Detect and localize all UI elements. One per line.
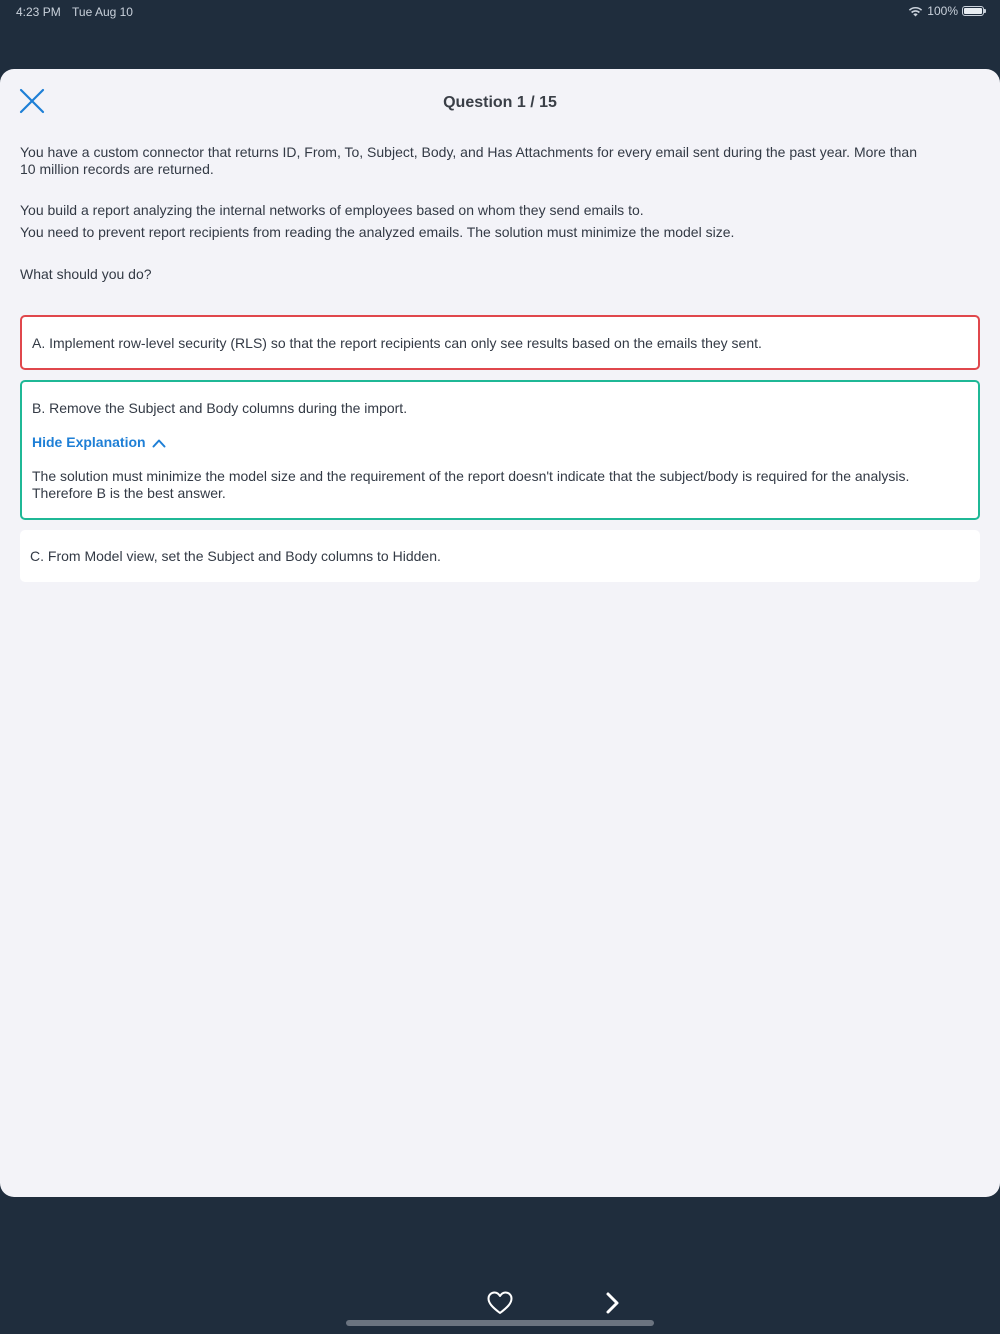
chevron-right-icon <box>601 1290 623 1316</box>
favorite-button[interactable] <box>486 1290 514 1316</box>
answer-option-a[interactable] <box>20 315 980 370</box>
explanation-text: The solution must minimize the model size and the requirement of the report doesn't indicate that the subject/body is required for the analysis. Therefore B is the best answer. <box>32 468 910 501</box>
status-date: Tue Aug 10 <box>72 5 133 19</box>
question-text <box>20 144 920 283</box>
hide-explanation-label: Hide Explanation <box>32 434 146 450</box>
heart-icon <box>486 1290 514 1316</box>
answer-option-c[interactable] <box>20 530 980 582</box>
question-paragraph: You have a custom connector that returns ID, From, To, Subject, Body, and Has Attachments for every email sent during the past year. More than 10 million records are returned. <box>20 144 917 177</box>
question-paragraph: You need to prevent report recipients from reading the analyzed emails. The solution must minimize the model size. <box>20 224 735 240</box>
wifi-icon <box>908 6 923 17</box>
bottom-toolbar <box>0 1285 1000 1321</box>
answer-option-label: B. Remove the Subject and Body columns during the import. <box>32 400 408 416</box>
status-right <box>908 4 984 18</box>
status-clock: 4:23 PM <box>16 5 61 19</box>
home-indicator[interactable] <box>346 1320 654 1326</box>
battery-fill <box>964 8 982 14</box>
question-sheet <box>0 69 1000 1197</box>
question-prompt: What should you do? <box>20 266 152 282</box>
answer-option-label: A. Implement row-level security (RLS) so that the report recipients can only see results based on the emails they sent. <box>32 335 762 351</box>
battery-icon <box>962 6 984 16</box>
answer-option-b[interactable] <box>20 380 980 520</box>
next-question-button[interactable] <box>601 1290 623 1316</box>
status-bar <box>0 0 1000 24</box>
chevron-up-icon <box>152 438 166 448</box>
battery-percent: 100% <box>927 4 958 18</box>
question-paragraph: You build a report analyzing the internal networks of employees based on whom they send emails to. <box>20 202 644 218</box>
page-title: Question 1 / 15 <box>443 94 557 111</box>
answer-option-label: C. From Model view, set the Subject and Body columns to Hidden. <box>30 548 441 564</box>
status-time <box>16 5 133 19</box>
hide-explanation-button[interactable] <box>32 434 166 451</box>
